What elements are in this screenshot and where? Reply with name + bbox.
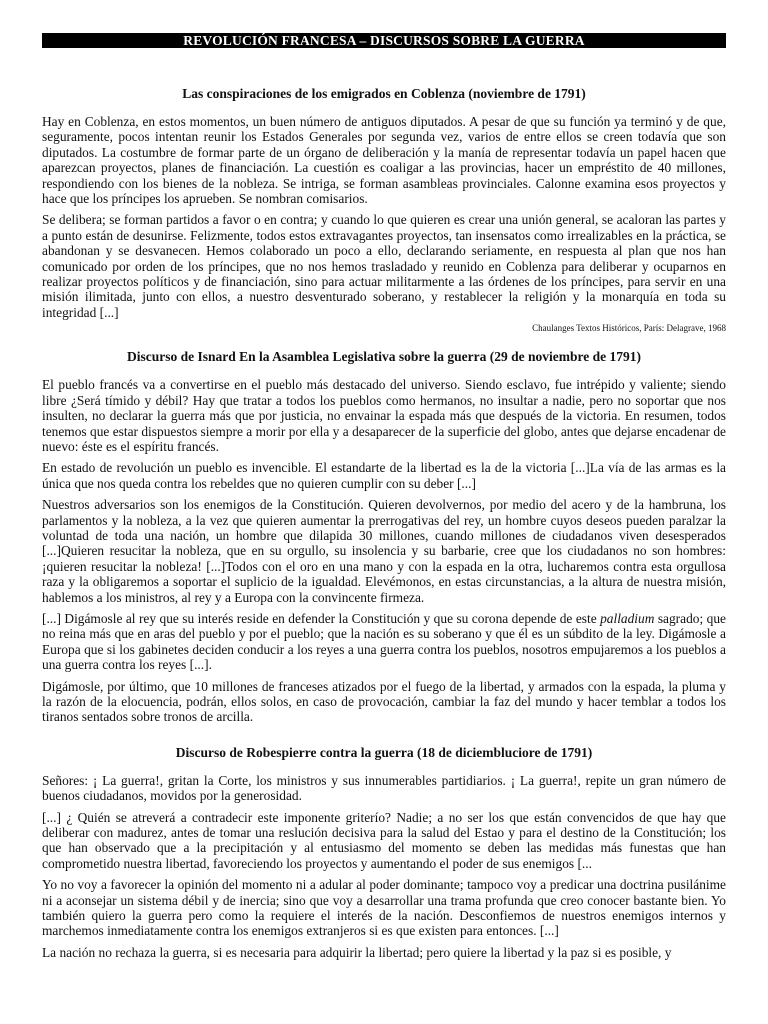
paragraph: El pueblo francés va a convertirse en el pueblo más destacado del universo. Siendo esclavo, fue intrépido y valiente; siendo libre ¿Será tímido y débil? Hay que tratar a todos los pueblos como hermanos, no insultar a nadie, pero no soportar que nos insulten, no declarar la guerra más que por justicia, no envainar la espada más que después de la victoria. En resumen, todos tenemos que estar dispuestos siempre a morir por ella y a desaparecer de la superficie del globo, antes que dejarse encadenar de nuevo: éste es el espíritu francés. (42, 377, 726, 454)
paragraph-text: [...] Digámosle al rey que su interés reside en defender la Constitución y que su corona depende de este (42, 610, 601, 626)
paragraph: Se delibera; se forman partidos a favor o en contra; y cuando lo que quieren es crear una unión general, se acaloran las partes y a punto están de desunirse. Felizmente, todos estos extravagantes proyectos, tan insensatos como irrealizables en la práctica, se abandonan y se desvanecen. Hemos colaborado un poco a ello, declarando seriamente, en respuesta al plan que nos han comunicado por orden de los príncipes, que no nos hemos trasladado y reunido en Coblenza para deliberar y ocuparnos en realizar proyectos políticos y de financiación, sino para actuar militarmente a las órdenes de los príncipes, para servir en una misión ilimitada, junto con ellos, a nuestro desventurado soberano, y restablecer la religión y la monarquía en toda su integridad [...] (42, 212, 726, 320)
section-title-robespierre: Discurso de Robespierre contra la guerra (18 de diciembluciore de 1791) (175, 744, 593, 760)
paragraph: En estado de revolución un pueblo es invencible. El estandarte de la libertad es la de la victoria [...]La vía de las armas es la única que nos queda contra los rebeldes que no quieren cumplir con su deber [...] (42, 460, 726, 491)
italic-term: palladium (600, 610, 655, 626)
paragraph: Señores: ¡ La guerra!, gritan la Corte, los ministros y sus innumerables partidiarios. ¡ La guerra!, repite un gran número de buenos ciudadanos, movidos por la generosidad. (42, 772, 726, 804)
paragraph: Digámosle, por último, que 10 millones de franceses atizados por el fuego de la libertad, y armados con la espada, la pluma y la razón de la elocuencia, podrán, ellos solos, en caso de provocación, cambiar la faz del mundo y hacer temblar a todos los tiranos sentados sobre tronos de arcilla. (42, 678, 726, 725)
paragraph: La nación no rechaza la guerra, si es necesaria para adquirir la libertad; pero quiere la libertad y la paz si es posible, y (42, 944, 672, 960)
section-title-isnard: Discurso de Isnard En la Asamblea Legislativa sobre la guerra (29 de noviembre de 1791) (126, 349, 641, 365)
section-title-coblenza: Las conspiraciones de los emigrados en Coblenza (noviembre de 1791) (182, 86, 586, 101)
paragraph (42, 611, 726, 673)
paragraph-text: sagrado; que no reina más que en aras del pueblo y por el pueblo; que la nación es su soberano y que él es un súbdito de la ley. Digámosle a Europa que si los gabinetes deciden conducir a los reyes a una guerra contra los pueblos, nosotros empujaremos a los pueblos a una guerra contra los reyes [...]. (42, 610, 726, 673)
paragraph: [...] ¿ Quién se atreverá a contradecir este imponente griterío? Nadie; a no ser los que están convencidos de que hay que deliberar con madurez, antes de tomar una reslución decisiva para la salud del Estao y para el destino de la Constitución; los que han observado que a la precipitación y al entusiasmo del momento se deben las medidas más funestas que han comprometido nuestra libertad, favoreciendo los proyectos y aumentando el poder de sus enemigos [... (42, 809, 726, 871)
paragraph: Yo no voy a favorecer la opinión del momento ni a adular al poder dominante; tampoco voy a predicar una doctrina pusilánime ni a aconsejar un sistema débil y de inercia; sino que voy a desarrollar una trama profunda que creo conocer bastante bien. Yo también quiero la guerra pero como la requiere el interés de la nación. Desconfiemos de nuestros enemigos internos y marchemos inmediatamente contra los enemigos extranjeros si es que existen para entonces. [...] (42, 877, 726, 939)
source-citation: Chaulanges Textos Históricos, París: Delagrave, 1968 (532, 323, 726, 334)
paragraph: Hay en Coblenza, en estos momentos, un buen número de antiguos diputados. A pesar de que su función ya terminó y de que, seguramente, pocos intentan reunir los Estados Generales por segunda vez, varios de entre ellos se creen todavía que son diputados. La costumbre de formar parte de un órgano de deliberación y la manía de representar todavía un papel hacen que aparezcan proyectos, planes de financiación. La cuestión es coaligar a las provincias, hacer un empréstito de 40 millones, respondiendo con los bienes de la nobleza. Se intriga, se forman asambleas provinciales. Calonne examina esos proyectos y hace que los príncipes los aprueben. Se nombran comisarios. (42, 114, 726, 207)
document-banner: REVOLUCIÓN FRANCESA – DISCURSOS SOBRE LA GUERRA (42, 33, 726, 48)
paragraph: Nuestros adversarios son los enemigos de la Constitución. Quieren devolvernos, por medio del acero y de la hambruna, los parlamentos y la nobleza, a la vez que quieren aumentar la prerrogativas del rey, un hombre cuyos deseos pueden paralzar la voluntad de toda una nación, un hombre que dilapida 30 millones, cuando millones de ciudadanos viven desesperados [...]Quieren resucitar la nobleza, que en su orgullo, su insolencia y su barbarie, cree que los ciudadanos no son hombres: ¡quieren resucitar la nobleza! [...]Todos con el oro en una mano y con la espada en la otra, lucharemos contra esta orgullosa raza y la obligaremos a soportar el suplicio de la igualdad. Elevémonos, en estas circunstancias, a la altura de nuestra misión, hablemos a los ministros, al rey y a Europa con la convincente firmeza. (42, 497, 726, 605)
